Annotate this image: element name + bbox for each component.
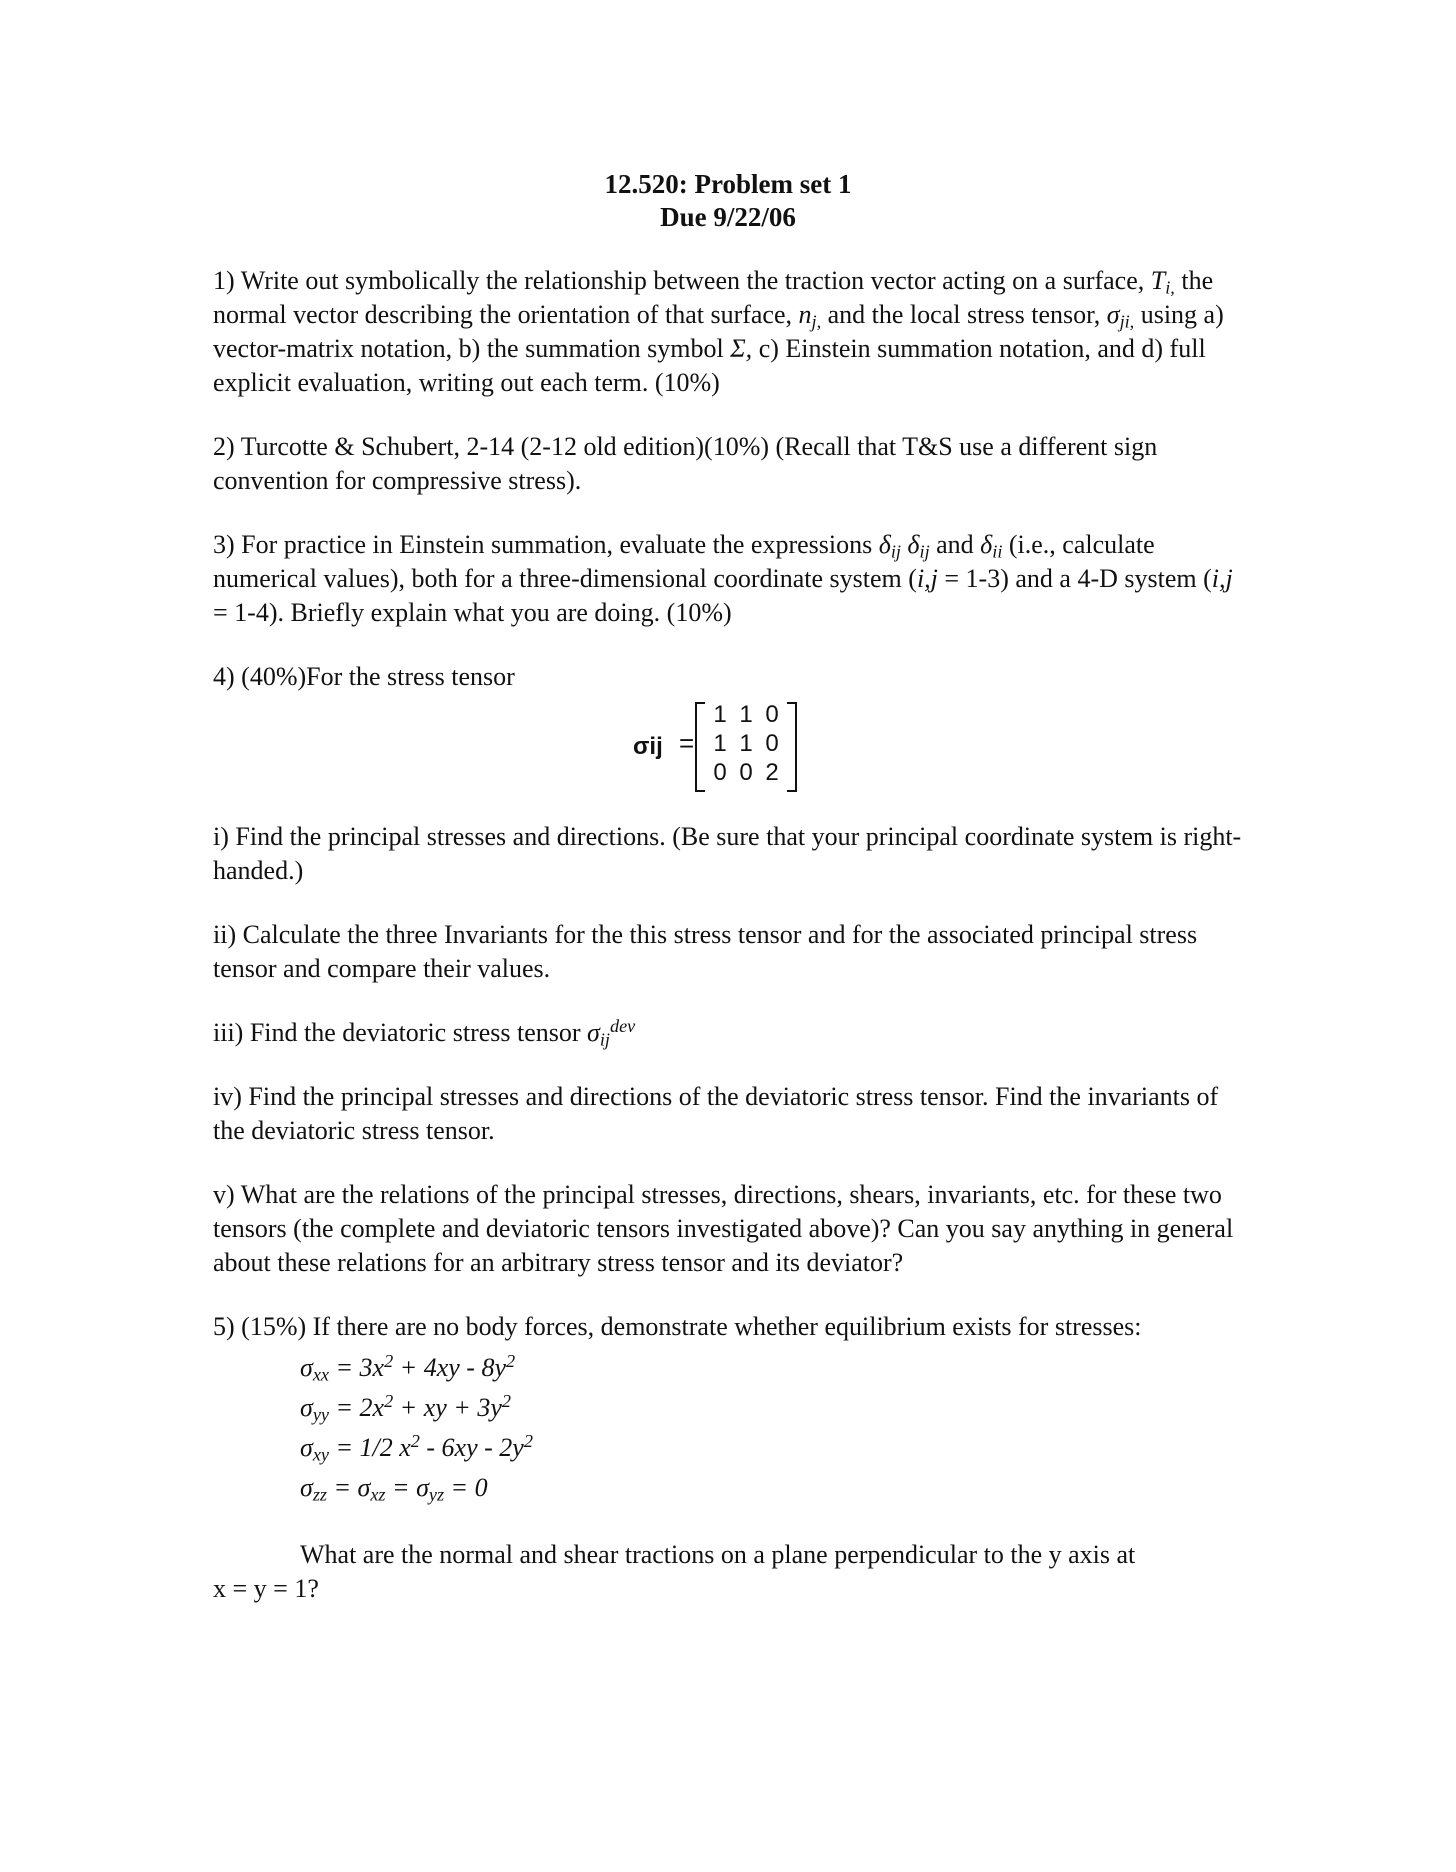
- problem-2: 2) Turcotte & Schubert, 2-14 (2-12 old edition)(10%) (Recall that T&S use a different sign convention for compressive stress).: [213, 432, 1158, 495]
- matrix-cell: 2: [765, 759, 779, 786]
- problem-list: [213, 264, 1253, 1606]
- matrix-cell: 1: [739, 701, 753, 728]
- header: [0, 168, 1456, 234]
- problem-5-intro: 5) (15%) If there are no body forces, demonstrate whether equilibrium exists for stresses:: [213, 1312, 1142, 1341]
- matrix-cell: 0: [765, 730, 779, 757]
- equation-sigma-yy: $\sigma_{yy} = 2x^2$ + xy + $3y^2$: [300, 1390, 511, 1425]
- problem-4-intro: 4) (40%)For the stress tensor: [213, 662, 515, 691]
- problem-3: 3) For practice in Einstein summation, evaluate the expressions $\delta_{ij}$ $\delta_{ij}$ and $\delta_{ii}$ (i.e., calculate numerical values), both for a three-dimensional coordinate system (i,j = 1-3) and a 4-D system (i,j = 1-4). Briefly explain what you are doing. (10%): [213, 530, 1233, 627]
- matrix-cell: 0: [765, 701, 779, 728]
- matrix-row: [707, 700, 785, 729]
- matrix-cell: 1: [713, 701, 727, 728]
- matrix-cell: 0: [713, 759, 727, 786]
- matrix-row: [707, 758, 785, 787]
- problem-1: 1) Write out symbolically the relationship between the traction vector acting on a surface, $T_{i,}$ the normal vector describing the orientation of that surface, $n_{j,}$ and the local stress tensor, $\sigma_{ji,}$ using a) vector-matrix notation, b) the summation symbol Σ, c) Einstein summation notation, and d) full explicit evaluation, writing out each term. (10%): [213, 266, 1224, 397]
- equation-sigma-zero: $\sigma_{zz} = \sigma_{xz} = \sigma_{yz} = 0$: [300, 1473, 488, 1505]
- matrix-table: [707, 700, 785, 787]
- right-bracket: [787, 702, 797, 792]
- problem-4-v: v) What are the relations of the principal stresses, directions, shears, invariants, etc. for these two tensors (the complete and deviatoric tensors investigated above)? Can you say anything in general about these relations for an arbitrary stress tensor and its deviator?: [213, 1180, 1234, 1277]
- problem-4-i: i) Find the principal stresses and directions. (Be sure that your principal coordinate system is right-handed.): [213, 822, 1242, 885]
- matrix-row: [707, 729, 785, 758]
- problem-4-ii: ii) Calculate the three Invariants for the this stress tensor and for the associated principal stress tensor and compare their values.: [213, 920, 1198, 983]
- stress-tensor-matrix: [213, 700, 1253, 796]
- matrix-cell: 1: [713, 730, 727, 757]
- matrix-label: σij: [633, 733, 663, 760]
- problem-4-iv: iv) Find the principal stresses and directions of the deviatoric stress tensor. Find the invariants of the deviatoric stress tensor.: [213, 1082, 1219, 1145]
- problem-4-iii: iii) Find the deviatoric stress tensor $\sigma_{ij}^{dev}$: [213, 1015, 636, 1050]
- left-bracket: [695, 702, 705, 792]
- document-title: 12.520: Problem set 1: [604, 169, 852, 199]
- stress-equations: [300, 1348, 1253, 1508]
- equation-sigma-xy: $\sigma_{xy} = 1/2$ $x^2 - 6xy - 2y^2$: [300, 1430, 533, 1465]
- matrix-cell: 0: [739, 759, 753, 786]
- matrix-cell: 1: [739, 730, 753, 757]
- matrix: [695, 700, 797, 790]
- due-date: Due 9/22/06: [660, 202, 796, 232]
- problem-5-question: What are the normal and shear tractions on a plane perpendicular to the y axis at x = y = 1?: [213, 1540, 1136, 1603]
- equation-sigma-xx: $\sigma_{xx} = 3x^2 + 4xy - 8y^2$: [300, 1350, 516, 1385]
- matrix-equals: =: [679, 728, 695, 758]
